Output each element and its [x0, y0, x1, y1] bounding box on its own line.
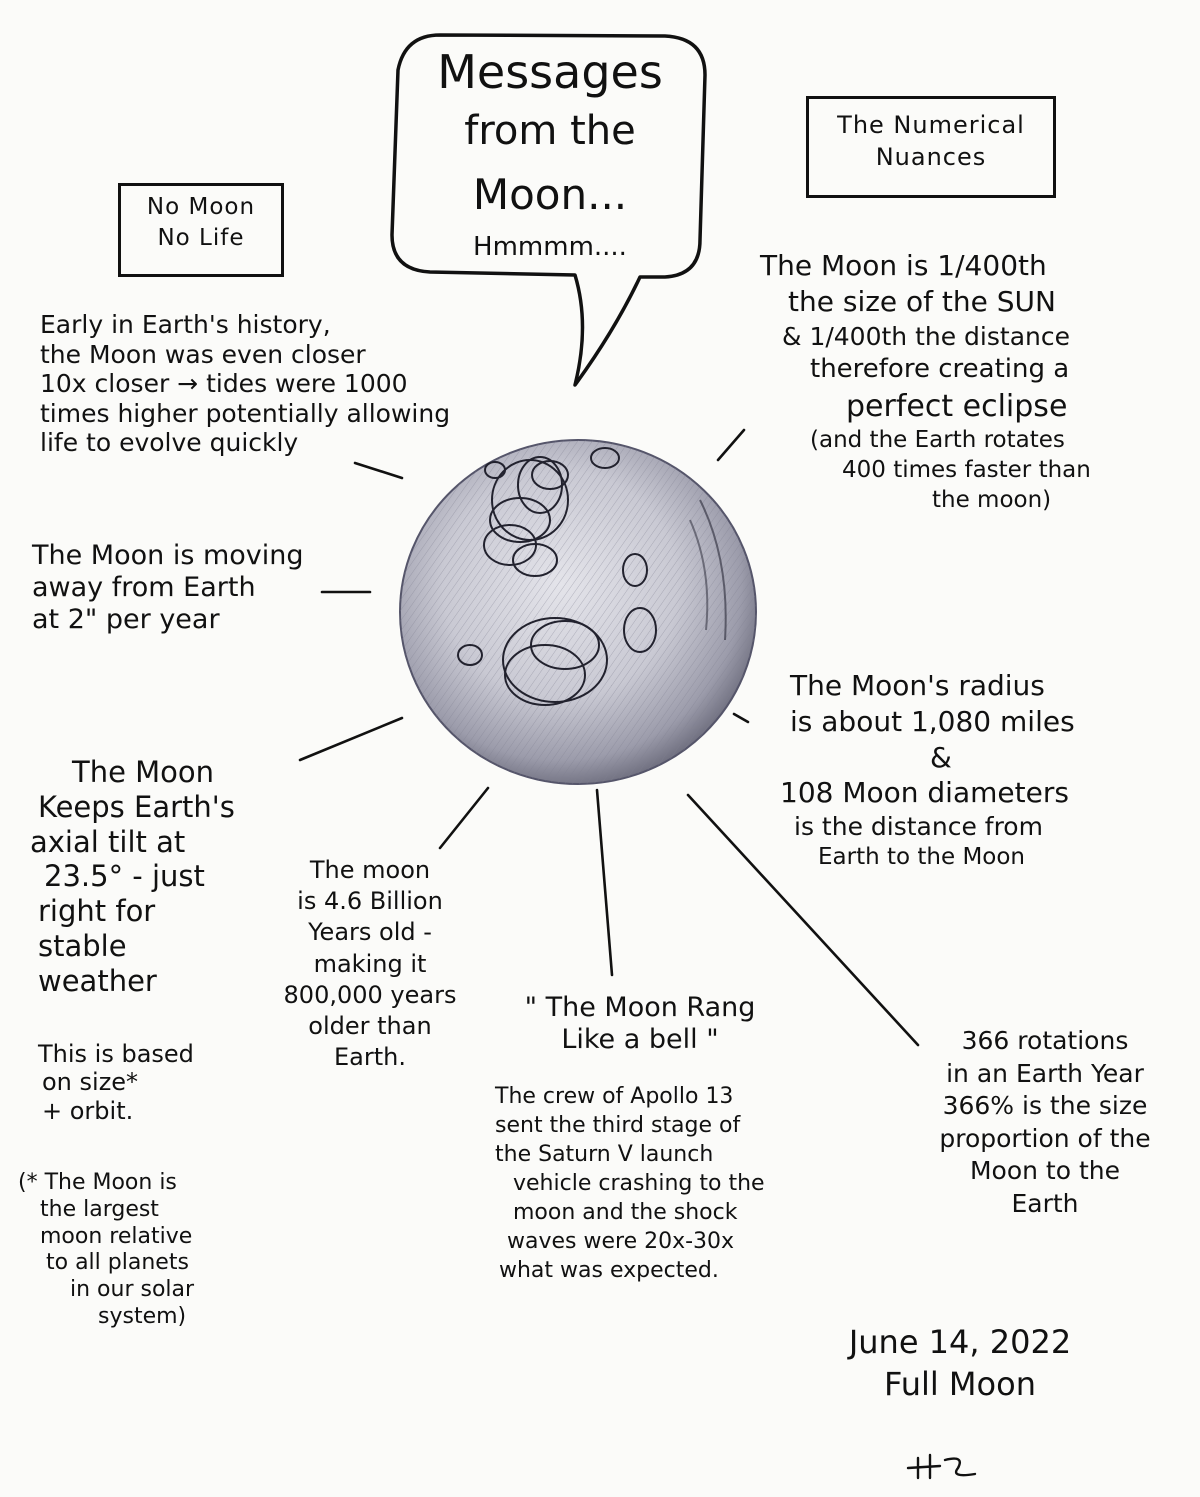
- note-line: the size of the SUN: [788, 285, 1056, 319]
- note-line: to all planets: [46, 1250, 189, 1276]
- note-line: Keeps Earth's: [38, 789, 235, 824]
- note-line: the moon): [932, 486, 1052, 513]
- note-line: in our solar: [70, 1277, 195, 1303]
- signature: [908, 1455, 975, 1478]
- note-line: what was expected.: [499, 1258, 719, 1284]
- date-note: Full Moon: [884, 1364, 1036, 1403]
- note-line: the Moon was even closer: [40, 339, 366, 369]
- note-rotations: [905, 1025, 1185, 1220]
- note-line: Earth: [1011, 1188, 1079, 1218]
- note-line: The Moon is 1/400th: [760, 249, 1047, 282]
- note-line: in an Earth Year: [946, 1058, 1144, 1088]
- note-line: & 1/400th the distance: [782, 321, 1070, 351]
- note-line: Early in Earth's history,: [40, 310, 331, 339]
- note-line: is 4.6 Billion: [297, 887, 443, 916]
- note-line: The moon: [309, 856, 431, 884]
- note-line: older than: [308, 1011, 432, 1040]
- note-line: 23.5° - just: [44, 859, 205, 894]
- box-left-line-1: No Moon: [146, 194, 256, 220]
- note-line: Earth.: [334, 1043, 406, 1072]
- note-line: vehicle crashing to the: [513, 1171, 765, 1197]
- note-axial-tilt: [30, 755, 235, 999]
- note-line: (and the Earth rotates: [810, 427, 1065, 454]
- note-line: at 2" per year: [32, 603, 220, 635]
- note-moving-away: [32, 540, 304, 636]
- note-line: moon relative: [40, 1223, 193, 1249]
- note-line: (* The Moon is: [18, 1170, 177, 1195]
- note-line: perfect eclipse: [846, 389, 1068, 425]
- note-line: on size*: [42, 1068, 139, 1097]
- note-line: The Moon's radius: [790, 669, 1045, 702]
- note-moon-age: [255, 855, 485, 1073]
- numerical-nuances-box: [806, 96, 1056, 198]
- note-line: 10x closer → tides were 1000: [40, 369, 408, 398]
- note-line: is the distance from: [794, 812, 1043, 842]
- box-left-line-2: No Life: [157, 225, 245, 252]
- title-line-2: from the: [464, 108, 636, 154]
- note-line: system): [98, 1304, 187, 1330]
- note-line: times higher potentially allowing: [40, 398, 451, 428]
- date-line: June 14, 2022: [848, 1323, 1072, 1361]
- note-line: 108 Moon diameters: [780, 776, 1069, 810]
- note-line: the largest: [40, 1196, 159, 1222]
- note-line: is about 1,080 miles: [790, 704, 1075, 738]
- note-line: Moon to the: [969, 1156, 1121, 1185]
- note-based-on-size: [38, 1040, 194, 1125]
- note-footnote: [18, 1170, 194, 1331]
- note-rang-bell-title: [490, 992, 790, 1057]
- note-line: The crew of Apollo 13: [495, 1084, 734, 1109]
- title-line-4: Hmmmm....: [473, 232, 627, 262]
- note-line: The Moon: [72, 755, 215, 789]
- note-line: therefore creating a: [810, 354, 1070, 385]
- note-line: Like a bell ": [561, 1024, 719, 1056]
- note-line: 400 times faster than: [842, 456, 1091, 483]
- note-line: proportion of the: [939, 1123, 1151, 1153]
- date-block: [830, 1322, 1090, 1405]
- note-line: weather: [38, 963, 157, 998]
- note-line: making it: [313, 949, 427, 978]
- title-line-3: Moon...: [472, 170, 628, 219]
- note-line: 800,000 years: [283, 980, 457, 1009]
- title-line-1: Messages: [437, 45, 663, 99]
- box-right-line-2: Nuances: [875, 143, 987, 172]
- note-line: Years old -: [308, 918, 432, 947]
- box-right-line-1: The Numerical: [837, 111, 1025, 139]
- no-moon-no-life-box: [118, 183, 284, 277]
- note-line: " The Moon Rang: [524, 992, 756, 1023]
- note-line: waves were 20x-30x: [507, 1229, 735, 1255]
- note-line: life to evolve quickly: [40, 428, 299, 457]
- note-early-history: [40, 310, 450, 458]
- note-line: This is based: [38, 1040, 194, 1068]
- note-line: the Saturn V launch: [495, 1142, 714, 1168]
- note-line: 366 rotations: [961, 1026, 1129, 1055]
- note-line: away from Earth: [32, 571, 256, 603]
- note-line: sent the third stage of: [495, 1113, 741, 1139]
- note-line: 366% is the size: [942, 1091, 1148, 1120]
- note-line: stable: [38, 928, 127, 963]
- note-line: The Moon is moving: [32, 540, 304, 571]
- moon-drawing: [400, 440, 756, 784]
- note-sun-size: [760, 248, 1091, 516]
- note-line: axial tilt at: [30, 824, 186, 859]
- note-line: moon and the shock: [513, 1200, 738, 1226]
- note-line: right for: [38, 894, 156, 929]
- note-rang-bell-body: [495, 1082, 765, 1285]
- note-radius: [780, 668, 1075, 873]
- note-line: Earth to the Moon: [818, 844, 1026, 871]
- note-line: + orbit.: [42, 1096, 134, 1125]
- note-line: &: [930, 740, 952, 774]
